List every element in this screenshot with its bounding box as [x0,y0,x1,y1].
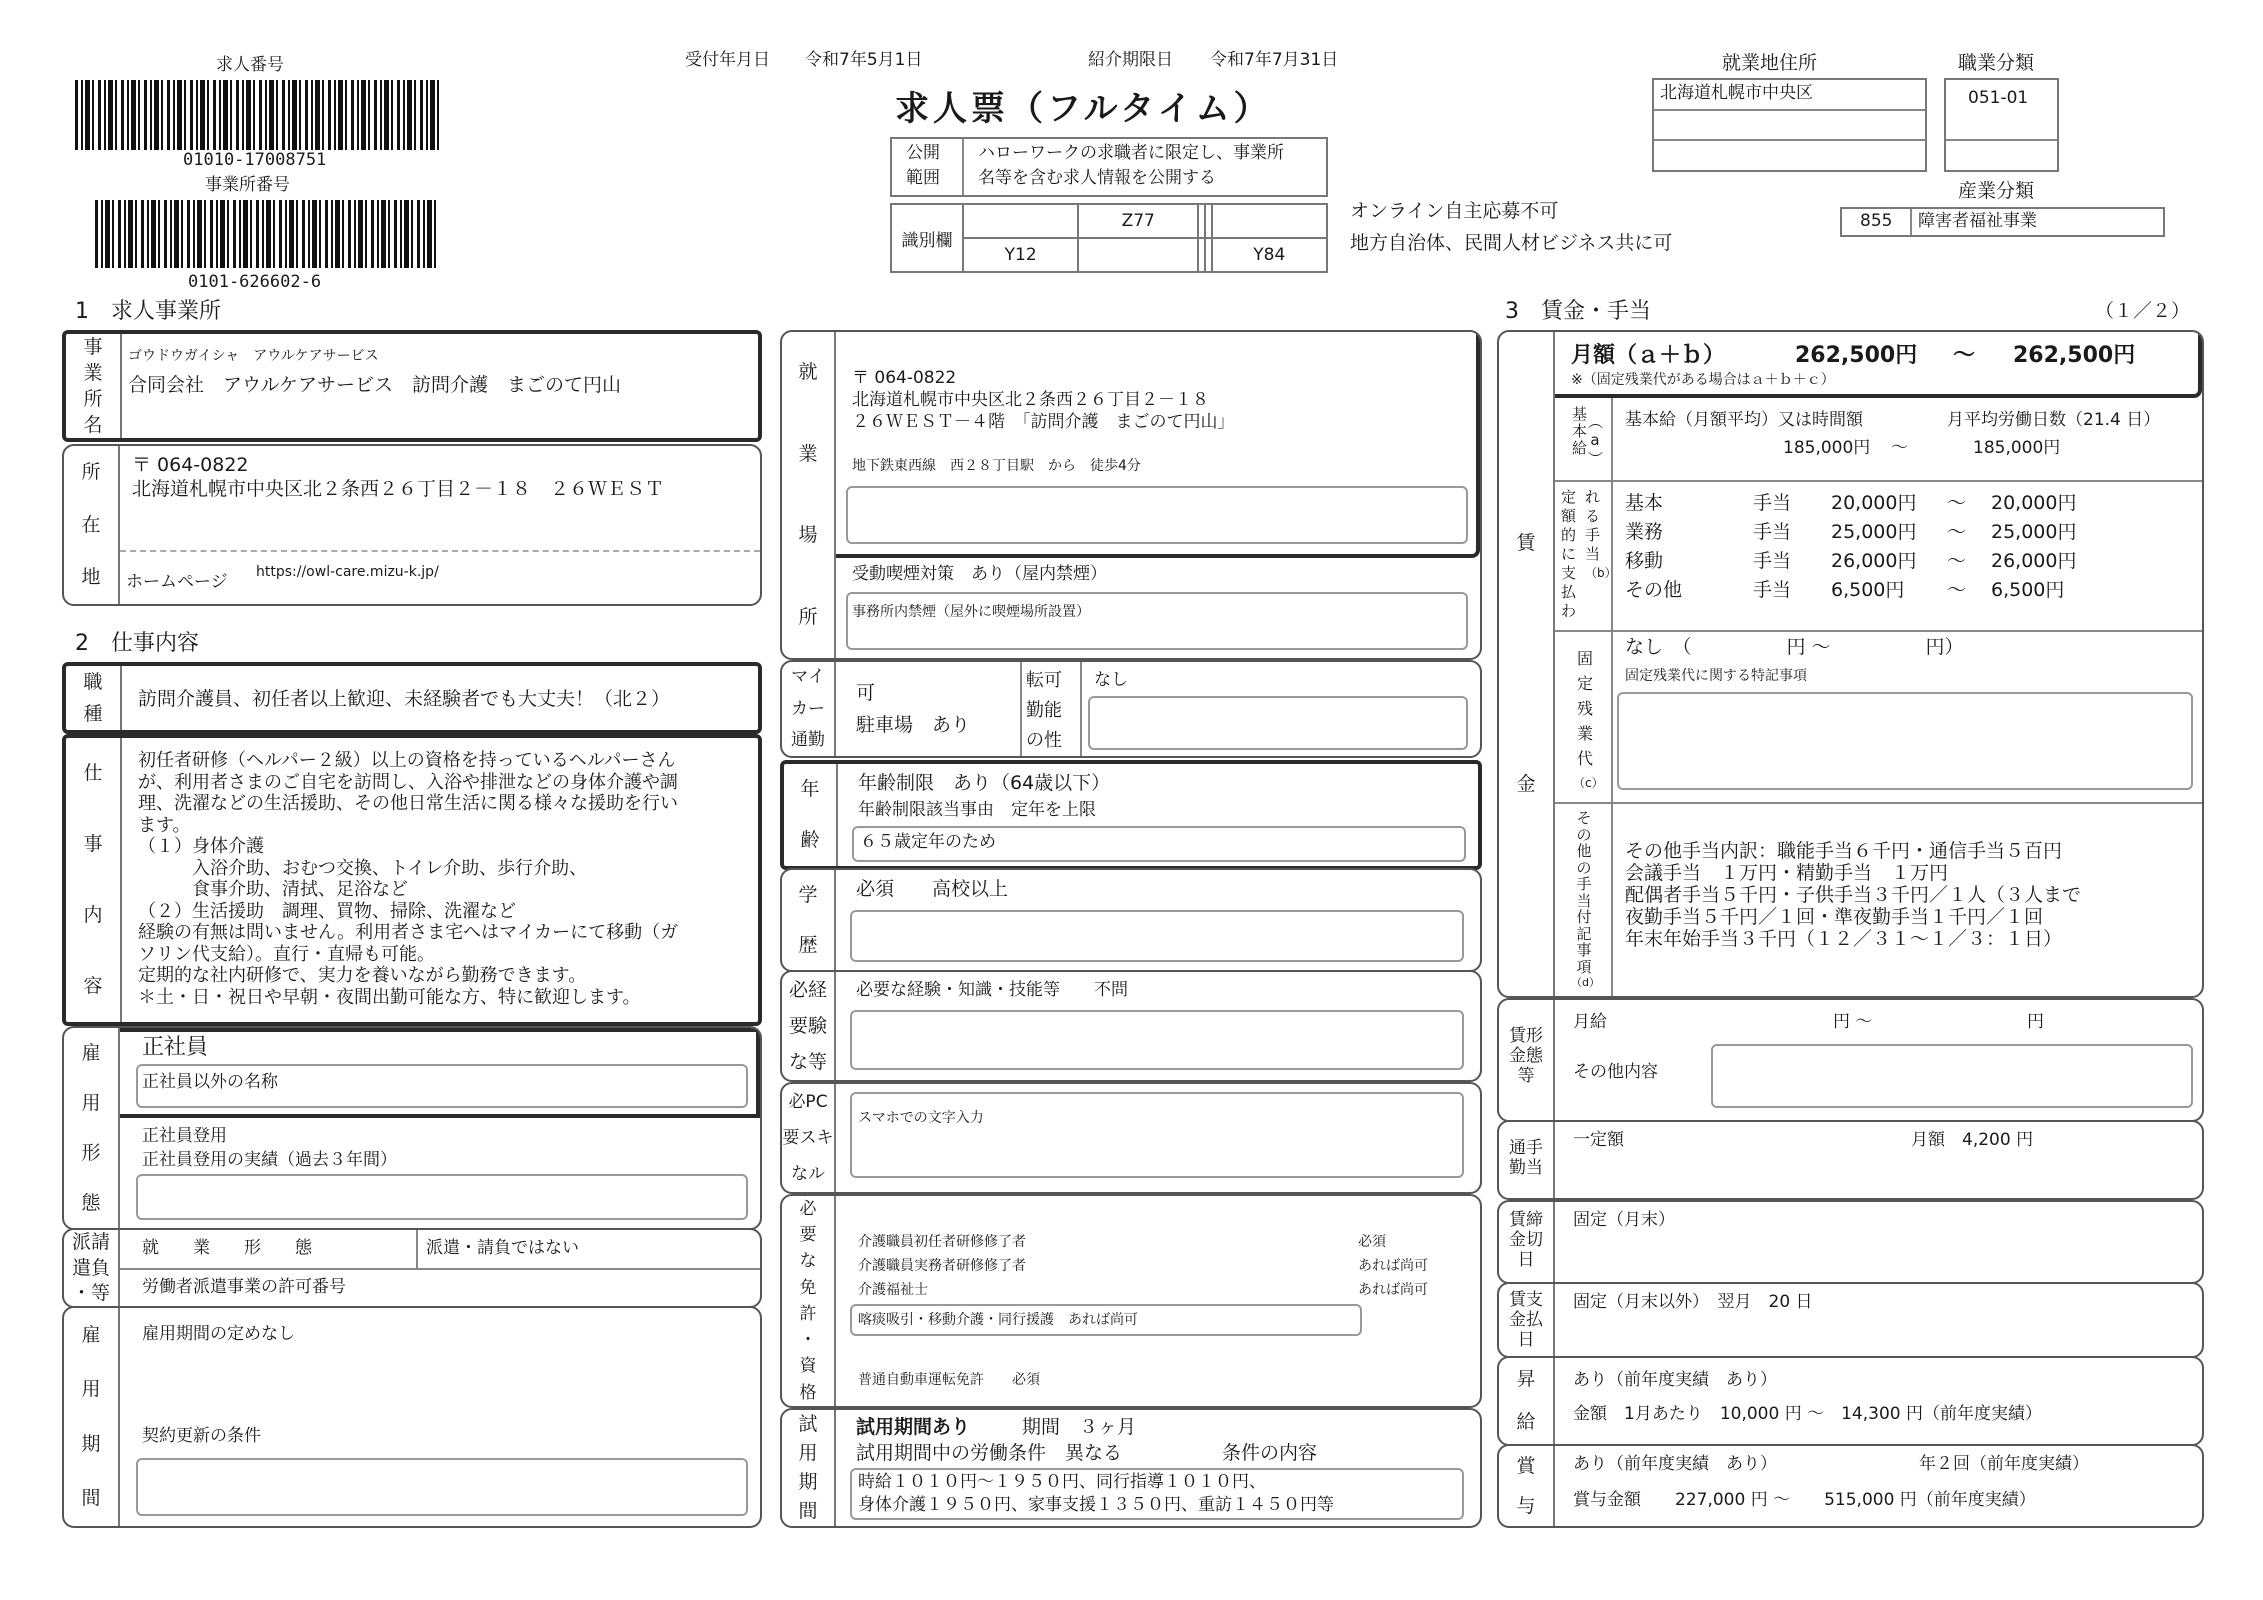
smoking-detail-field [846,592,1468,650]
days-label: 月平均労働日数（21.4 日） [1947,410,2161,430]
deadline-label: 紹介期限日 [1088,50,1173,70]
dispatch-box [62,1228,762,1308]
work-place-label: 就 業 場 所 [782,332,836,658]
office-number-label: 事業所番号 [205,175,290,195]
car-commute-box [780,660,1482,758]
commute-amount: 月額 4,200 円 [1911,1130,2034,1150]
id-grid [890,203,1328,273]
company-address-box [62,444,762,606]
renewal-field [136,1458,748,1516]
education-field [850,910,1464,962]
commute-box [1497,1120,2204,1200]
dispatch-form-label: 就 業 形 態 [142,1238,312,1258]
public-label-1: 公開 [906,143,940,163]
license-name: 介護福祉士 [858,1282,928,1298]
education-box [780,868,1482,972]
experience-box [780,970,1482,1082]
employment-type-box [62,1026,762,1230]
form-yen-2: 円 [2027,1012,2044,1032]
section3-heading: 3 賃金・手当 [1505,299,1651,324]
public-label-2: 範囲 [906,168,940,188]
company-address: 北海道札幌市中央区北２条西２６丁目２－１８ ２６ＷＥＳＴ [132,478,665,500]
job-title: 訪問介護員、初任者以上歓迎、未経験者でも大丈夫！（北２） [138,688,671,710]
overtime-note-field [1617,692,2193,790]
parking: 駐車場 あり [856,714,971,736]
local-note: 地方自治体、民間人材ビジネス共に可 [1350,232,1673,254]
company-zip: 〒 064-0822 [132,454,249,476]
form-other-label: その他内容 [1573,1062,1658,1082]
office-number-barcode [95,200,440,268]
commute-label: 通手 勤当 [1499,1122,1555,1198]
overtime: なし （ 円 ～ 円） [1625,636,1964,658]
c-label: 固 定 残 業 代 （c） [1573,649,1604,790]
job-content-box [62,734,762,1026]
age-limit: 年齢制限 あり（64歳以下） [858,772,1111,794]
homepage-url[interactable]: https://owl-care.mizu-k.jp/ [256,564,439,580]
license-name: 介護職員実務者研修修了者 [858,1258,1026,1274]
renewal-label: 契約更新の条件 [142,1426,261,1446]
base-tilde: ～ [1891,438,1908,458]
deadline-date: 令和7年7月31日 [1210,50,1339,70]
work-place-box [780,330,1482,660]
transfer: なし [1094,670,1128,690]
section1-heading: 1 求人事業所 [75,299,221,324]
license-box [780,1194,1482,1408]
form-other-field [1711,1044,2193,1108]
homepage-label: ホームページ [126,572,228,592]
work-place-note-field [846,486,1468,544]
id-label: 識別欄 [891,204,963,272]
company-name: 合同会社 アウルケアサービス 訪問介護 まごのて円山 [128,374,622,396]
raise-label: 昇 給 [1499,1358,1555,1444]
trial-condition: 試用期間中の労働条件 異なる [856,1442,1123,1464]
bonus-box [1497,1444,2204,1528]
monthly-min: 262,500円 [1795,343,1918,368]
trial-condition-label: 条件の内容 [1222,1442,1318,1464]
job-number-barcode [75,80,440,150]
trial: 試用期間あり [856,1416,971,1438]
license-req: 必須 [1358,1234,1386,1250]
job-class: 051-01 [1968,88,2029,108]
car-commute-label: マイ カー 通勤 [782,662,836,756]
trial-detail-2: 身体介護１９５０円、家事支援１３５０円、重訪１４５０円等 [858,1495,1334,1515]
office-number: 0101-626602-6 [188,272,322,292]
form-monthly: 月給 [1573,1012,1607,1032]
work-zip: 〒 064-0822 [852,368,957,388]
monthly-tilde: ～ [1953,343,1976,368]
other-name-field [136,1064,748,1108]
wage-form-label: 賃形 金態 等 [1499,1000,1555,1120]
d-label: そ の 他 の 手 当 付 記 事 項 （d） [1571,809,1600,989]
trial-label: 試 用 期 間 [782,1410,836,1526]
job-number: 01010-17008751 [183,150,327,170]
received-label: 受付年月日 [685,50,770,70]
job-class-label: 職業分類 [1958,52,2035,74]
license-name: 介護職員初任者研修修了者 [858,1234,1026,1250]
promotion-record-field [136,1174,748,1220]
license-req: あれば尚可 [1358,1282,1428,1298]
other-name-label: 正社員以外の名称 [142,1072,278,1092]
work-area-box [1652,78,1927,172]
bonus-times: 年２回（前年度実績） [1919,1454,2089,1474]
industry-label: 産業分類 [1958,180,2035,202]
received-date: 令和7年5月1日 [805,50,923,70]
education: 必須 高校以上 [856,878,1009,900]
commute: 一定額 [1573,1130,1624,1150]
pc-skill-box [780,1082,1482,1194]
public-text-1: ハローワークの求職者に限定し、事業所 [978,143,1284,163]
education-label: 学 歴 [782,870,836,970]
dispatch-form: 派遣・請負ではない [426,1238,579,1258]
job-title-label: 職 種 [66,666,122,730]
driver-license: 普通自動車運転免許 必須 [858,1372,1040,1388]
public-text-2: 名等を含む求人情報を公開する [978,168,1216,188]
pc-skill: スマホでの文字入力 [858,1110,984,1126]
pc-skill-label: 必PC 要スキ なル [782,1084,836,1192]
dispatch-label: 派請 遣負 ・等 [64,1230,120,1306]
work-address-1: 北海道札幌市中央区北２条西２６丁目２－１８ [852,390,1209,410]
employment-period-box [62,1306,762,1528]
bonus-label: 賞 与 [1499,1446,1555,1526]
dispatch-permit-label: 労働者派遣事業の許可番号 [142,1277,346,1297]
cutoff: 固定（月末） [1573,1210,1675,1230]
employment-period-label: 雇 用 期 間 [64,1308,120,1526]
payday-label: 賃支 金払 日 [1499,1284,1555,1356]
transfer-label: 転可 勤能 の性 [1026,670,1062,751]
base-label: 基本給（月額平均）又は時間額 [1625,410,1863,430]
license-label: 必 要 な 免 許 ・ 資 格 [782,1196,836,1406]
overtime-note: 固定残業代に関する特記事項 [1625,668,1807,684]
access: 地下鉄東西線 西２８丁目駅 から 徒歩4分 [852,458,1141,474]
public-scope-box [890,137,1328,197]
industry-box [1840,207,2165,237]
industry-code: 855 [1860,211,1893,231]
employment-type: 正社員 [142,1035,209,1060]
wage-form-box [1497,998,2204,1122]
age-label: 年 齢 [784,764,838,866]
payday: 固定（月末以外） 翌月 20 日 [1573,1292,1813,1312]
form-yen-1: 円 ～ [1833,1012,1873,1032]
page-title: 求人票（フルタイム） [895,89,1272,129]
base-min: 185,000円 [1783,438,1871,458]
employment-period: 雇用期間の定めなし [142,1324,295,1344]
section2-heading: 2 仕事内容 [75,631,199,656]
company-name-label: 事 業 所 名 [66,334,122,438]
pc-skill-field [850,1092,1464,1178]
license-req: あれば尚可 [1358,1258,1428,1274]
employment-type-label: 雇 用 形 態 [64,1028,120,1228]
license-other: 喀痰吸引・移動介護・同行援護 あれば尚可 [858,1312,1138,1328]
job-content: 初任者研修（ヘルパー２級）以上の資格を持っているヘルパーさん が、利用者さまのご自宅を訪問し、入浴や排泄などの身体介護や調 理、洗濯などの生活援助、その他日常生活に関る様々な援助を行い ます。 （１）身体介護 入浴介助、おむつ交換、トイレ介助、歩行介助、 食事介助、清拭、足浴など （２）生活援助 調理、買物、掃除、洗濯など 経験の有無は問いません。利用者さま宅へはマイカーにて移動（ガ ソリン代支給）。直行・直帰も可能。 定期的な社内研修で、実力を養いながら勤務できます。 ＊土・日・祝日や早朝・夜間出勤可能な方、特に歓迎します。 [138,750,679,1008]
promotion-label: 正社員登用 [142,1126,227,1146]
age-reason-label: 年齢制限該当事由 定年を上限 [858,800,1096,820]
trial-box [780,1408,1482,1528]
base-max: 185,000円 [1973,438,2061,458]
id-y84: Y84 [1212,238,1327,272]
job-class-box [1944,78,2059,172]
raise-amount: 金額 1月あたり 10,000 円 ～ 14,300 円（前年度実績） [1573,1404,2042,1424]
wage-box [1497,330,2204,998]
other-allowances: その他手当内訳：職能手当６千円・通信手当５百円 会議手当 １万円・精勤手当 １万円 配偶者手当５千円・子供手当３千円／１人（３人まで 夜勤手当５千円／１回・準夜勤手当１千円／１回 年末年始手当３千円（１２／３１～１／３：１日） [1625,840,2082,950]
monthly-note: ※（固定残業代がある場合はａ＋ｂ＋ｃ） [1571,372,1835,388]
bonus-amount: 賞与金額 227,000 円 ～ 515,000 円（前年度実績） [1573,1490,2036,1510]
id-z77: Z77 [1078,204,1198,238]
allowance-list: 基本 手当 20,000円 ～ 20,000円 業務 手当 25,000円 ～ 25,000円 移動 手当 26,000円 ～ 26,000円 その他 手当 6,500円 ～ 6,500円 [1625,492,2077,601]
trial-detail-1: 時給１０１０円～１９５０円、同行指導１０１０円、 [858,1472,1266,1492]
industry-name: 障害者福祉事業 [1918,211,2037,231]
cutoff-label: 賃締 金切 日 [1499,1202,1555,1282]
work-address-2: ２６ＷＥＳＴ－４階 「訪問介護 まごのて円山」 [852,412,1235,432]
b-label: 定 額 的 に 支 払 わ れ る 手 当 （b） [1561,488,1617,620]
experience-label: 必経 要験 な等 [782,972,836,1080]
a-label: 基本給 [1570,406,1588,457]
work-area: 北海道札幌市中央区 [1660,83,1813,103]
smoking-detail: 事務所内禁煙（屋外に喫煙場所設置） [852,604,1090,620]
experience-field [850,1010,1464,1070]
company-kana: ゴウドウガイシャ アウルケアサービス [128,348,379,364]
job-title-box [62,662,762,734]
transfer-field [1088,696,1468,750]
bonus: あり（前年度実績 あり） [1573,1454,1777,1474]
job-content-label: 仕 事 内 容 [66,738,122,1022]
page-indicator: （１／２） [2095,300,2191,322]
monthly-max: 262,500円 [2013,343,2136,368]
age-box [780,760,1482,870]
raise-box [1497,1356,2204,1446]
experience: 必要な経験・知識・技能等 不問 [856,980,1128,1000]
company-name-box [62,330,762,442]
job-number-label: 求人番号 [216,55,284,75]
id-y12: Y12 [963,238,1078,272]
cutoff-box [1497,1200,2204,1284]
payday-box [1497,1282,2204,1358]
online-note: オンライン自主応募不可 [1350,200,1559,222]
work-area-label: 就業地住所 [1722,52,1818,74]
car-ok: 可 [856,682,876,704]
smoking-policy: 受動喫煙対策 あり（屋内禁煙） [852,564,1107,584]
trial-period: 期間 ３ヶ月 [1022,1416,1137,1438]
wage-label: 賃 金 [1499,332,1555,996]
company-address-label: 所 在 地 [64,446,120,604]
promotion-record-label: 正社員登用の実績（過去３年間） [142,1150,397,1170]
raise: あり（前年度実績 あり） [1573,1370,1777,1390]
age-reason: ６５歳定年のため [860,832,996,852]
monthly-label: 月額（ａ＋ｂ） [1571,343,1726,368]
a-mark: （a） [1586,414,1604,468]
